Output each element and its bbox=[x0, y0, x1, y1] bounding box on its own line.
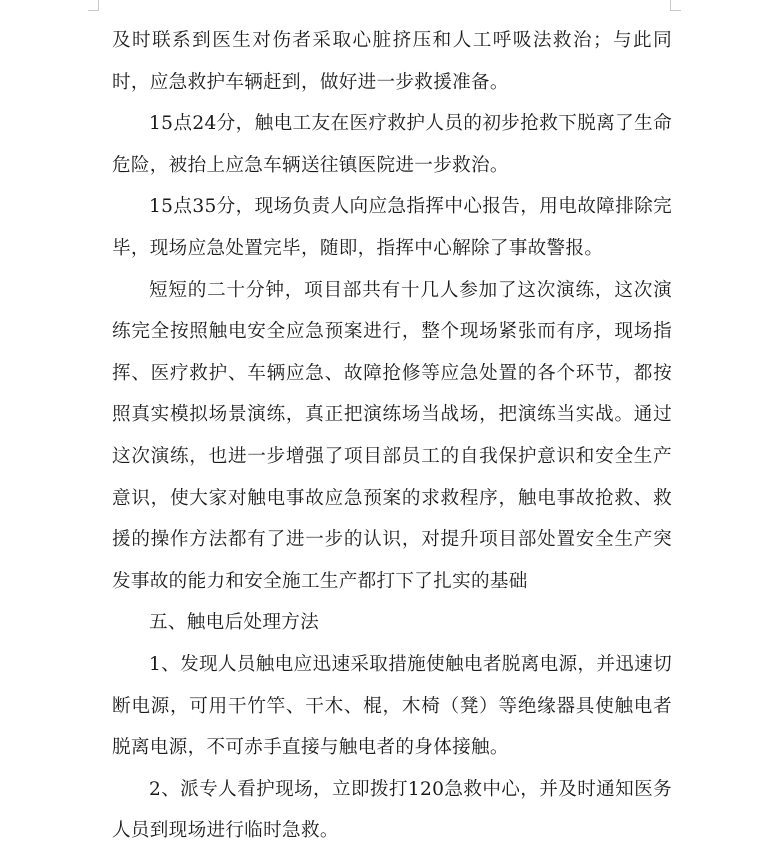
paragraph: 1、发现人员触电应迅速采取措施使触电者脱离电源，并迅速切断电源，可用干竹竿、干木、棍，木椅（凳）等绝缘器具使触电者脱离电源，不可赤手直接与触电者的身体接触。 bbox=[112, 653, 672, 759]
section-heading: 五、触电后处理方法 bbox=[149, 612, 320, 634]
page-corner-mark-left bbox=[88, 0, 99, 11]
page-corner-mark-right bbox=[670, 0, 681, 11]
document-body[interactable] bbox=[112, 20, 672, 852]
paragraph: 2、派专人看护现场，立即拨打120急救中心，并及时通知医务人员到现场进行临时急救。 bbox=[112, 778, 672, 842]
paragraph: 短短的二十分钟，项目部共有十几人参加了这次演练，这次演练完全按照触电安全应急预案进行，整个现场紧张而有序，现场指挥、医疗救护、车辆应急、故障抢修等应急处置的各个环节，都按照真实模拟场景演练，真正把演练场当战场，把演练当实战。通过这次演练，也进一步增强了项目部员工的自我保护意识和安全生产意识，使大家对触电事故应急预案的求救程序，触电事故抢救、救援的操作方法都有了进一步的认识，对提升项目部处置安全生产突发事故的能力和安全施工生产都打下了扎实的基础 bbox=[112, 279, 672, 592]
paragraph: 15点24分，触电工友在医疗救护人员的初步抢救下脱离了生命危险，被抬上应急车辆送往镇医院进一步救治。 bbox=[112, 113, 672, 176]
paragraph: 15点35分，现场负责人向应急指挥中心报告，用电故障排除完毕，现场应急处置完毕，随即，指挥中心解除了事故警报。 bbox=[112, 196, 672, 259]
paragraph: 及时联系到医生对伤者采取心脏挤压和人工呼吸法救治；与此同时，应急救护车辆赶到，做好进一步救援准备。 bbox=[112, 30, 672, 93]
